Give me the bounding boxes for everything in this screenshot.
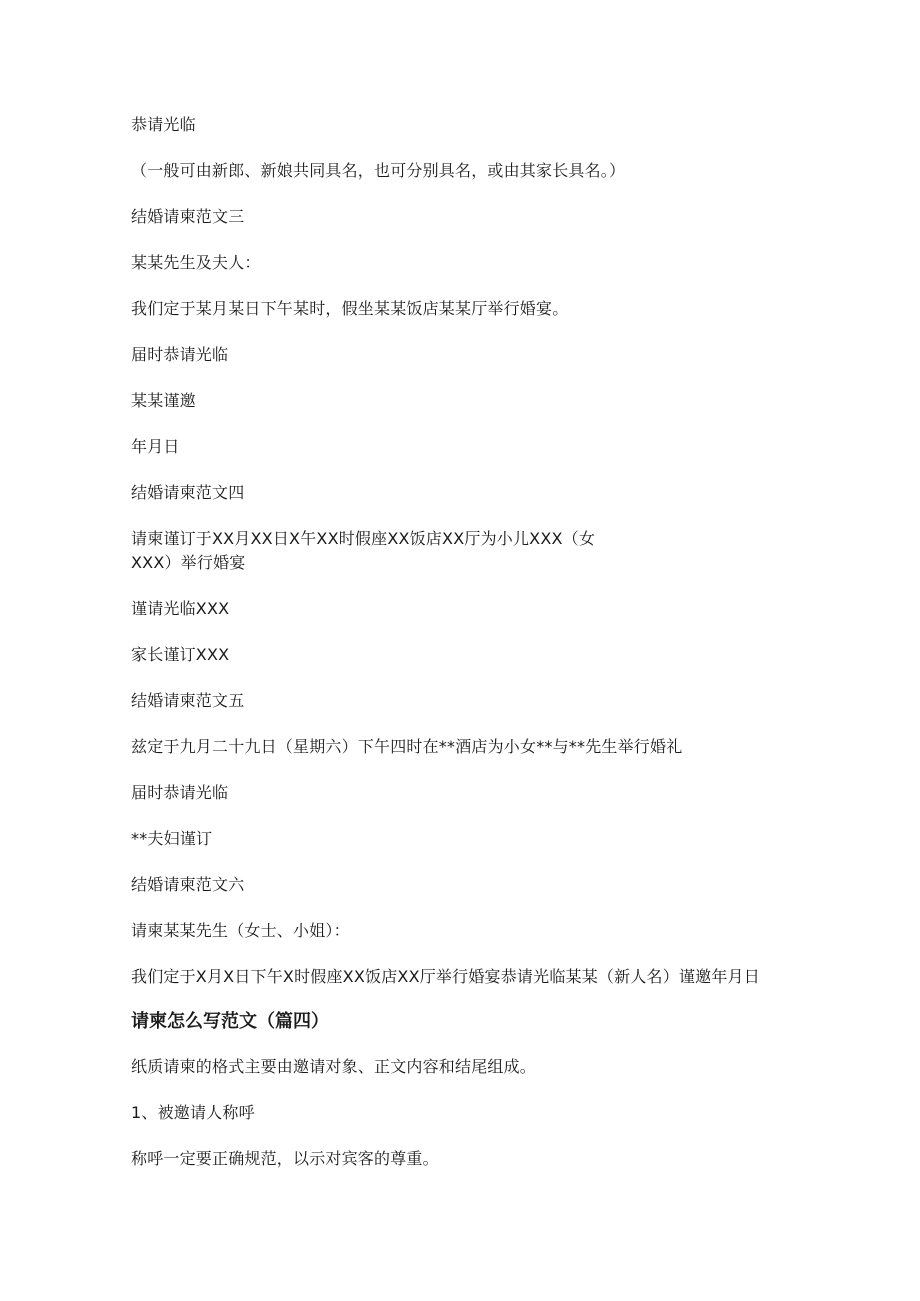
- paragraph-signature-note: （一般可由新郎、新娘共同具名，也可分别具名，或由其家长具名。）: [131, 161, 626, 180]
- paragraph-banquet-notice: 我们定于某月某日下午某时，假坐某某饭店某某厅举行婚宴。: [131, 299, 569, 318]
- paragraph-invitee-title-heading: 1、被邀请人称呼: [131, 1103, 255, 1122]
- paragraph-full-invite-text: 我们定于X月X日下午X时假座XX饭店XX厅举行婚宴恭请光临某某（新人名）谨邀年月日: [131, 967, 760, 986]
- paragraph-respectful-invite: 恭请光临: [131, 115, 196, 134]
- paragraph-sample-three-title: 结婚请柬范文三: [131, 207, 245, 226]
- section-heading: 请柬怎么写范文（篇四）: [131, 1011, 329, 1032]
- paragraph-title-respect-note: 称呼一定要正确规范，以示对宾客的尊重。: [131, 1149, 439, 1168]
- paragraph-son-wedding-invite: 请柬谨订于XX月XX日X午XX时假座XX饭店XX厅为小儿XXX（女XXX）举行婚宴: [131, 529, 596, 572]
- paragraph-daughter-wedding-notice: 兹定于九月二十九日（星期六）下午四时在**酒店为小女**与**先生举行婚礼: [131, 737, 683, 756]
- paragraph-invitee-salutation: 请柬某某先生（女士、小姐）：: [131, 921, 350, 940]
- paragraph-format-intro: 纸质请柬的格式主要由邀请对象、正文内容和结尾组成。: [131, 1057, 537, 1076]
- paragraph-parents-signature: 家长谨订XXX: [131, 645, 230, 664]
- paragraph-please-attend-xxx: 谨请光临XXX: [131, 599, 230, 618]
- paragraph-salutation: 某某先生及夫人：: [131, 253, 261, 272]
- paragraph-sample-four-title: 结婚请柬范文四: [131, 483, 245, 502]
- paragraph-sample-six-title: 结婚请柬范文六: [131, 875, 245, 894]
- paragraph-please-attend: 届时恭请光临: [131, 345, 229, 364]
- paragraph-please-attend-two: 届时恭请光临: [131, 783, 229, 802]
- paragraph-date-line: 年月日: [131, 437, 180, 456]
- paragraph-sincerely-invite: 某某谨邀: [131, 391, 196, 410]
- paragraph-sample-five-title: 结婚请柬范文五: [131, 691, 245, 710]
- paragraph-couple-signature: **夫妇谨订: [131, 829, 213, 848]
